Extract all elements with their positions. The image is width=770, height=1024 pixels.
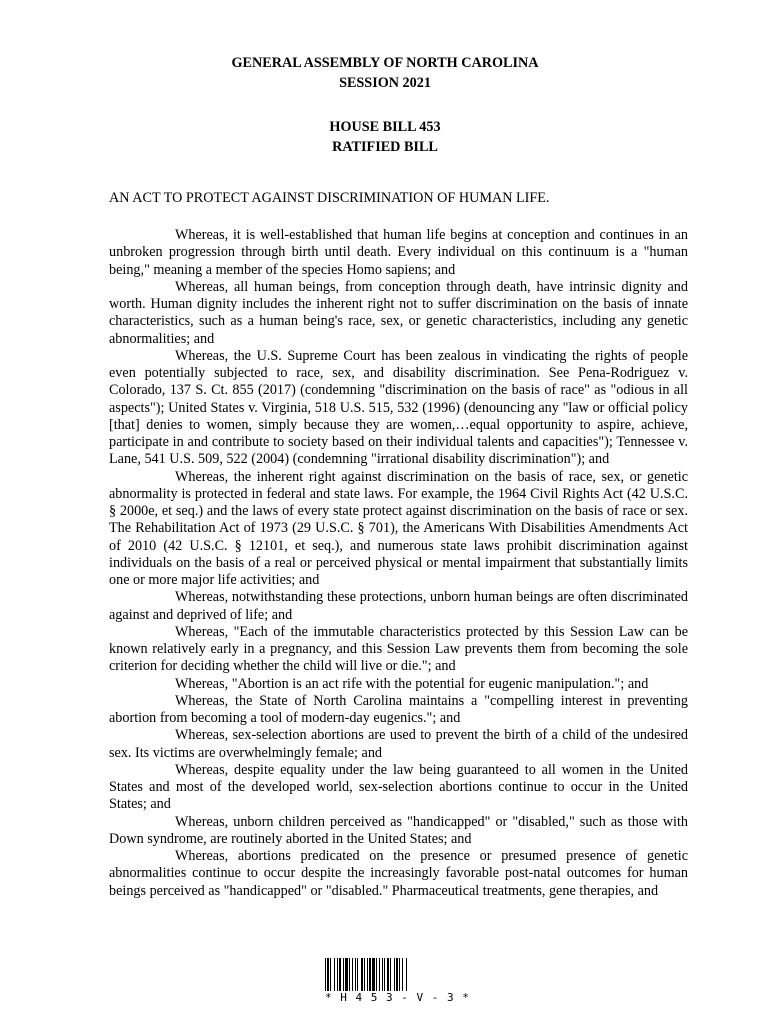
paragraph: Whereas, sex-selection abortions are used to prevent the birth of a child of the undesired sex. Its victims are overwhelmingly female; and <box>109 727 688 761</box>
paragraph: Whereas, the inherent right against discrimination on the basis of race, sex, or genetic abnormality is protected in federal and state laws. For example, the 1964 Civil Rights Act (42 U.S.C. § 2000e, et seq.) and the laws of every state protect against discrimination on the basis of race or sex. The Rehabilitation Act of 1973 (29 U.S.C. § 701), the Americans With Disabilities Amendments Act of 2010 (42 U.S.C. § 12101, et seq.), and numerous state laws prohibit discrimination against individuals on the basis of a real or perceived physical or mental impairment that substantially limits one or more major life activities; and <box>109 468 688 588</box>
bill-header <box>0 117 770 157</box>
paragraph: Whereas, despite equality under the law being guaranteed to all women in the United States and most of the developed world, sex-selection abortions continue to occur in the United States; and <box>109 761 688 813</box>
paragraph: Whereas, "Abortion is an act rife with the potential for eugenic manipulation."; and <box>175 675 649 692</box>
assembly-title: GENERAL ASSEMBLY OF NORTH CAROLINA <box>231 55 539 71</box>
act-title: AN ACT TO PROTECT AGAINST DISCRIMINATION OF HUMAN LIFE. <box>109 190 550 206</box>
barcode-text: * H 4 5 3 - V - 3 * <box>325 991 470 1004</box>
bill-status: RATIFIED BILL <box>332 139 438 155</box>
session-label: SESSION 2021 <box>339 75 431 91</box>
bill-number: HOUSE BILL 453 <box>329 119 441 135</box>
paragraph: Whereas, all human beings, from conception through death, have intrinsic dignity and worth. Human dignity includes the inherent right not to suffer discrimination on the basis of innate characteristics, such as a human being's race, sex, or genetic characteristics, including any genetic abnormalities; and <box>109 278 688 347</box>
bill-body <box>109 227 688 900</box>
document-header <box>0 53 770 93</box>
paragraph: Whereas, the U.S. Supreme Court has been zealous in vindicating the rights of people even potentially subjected to race, sex, and disability discrimination. See Pena-Rodriguez v. Colorado, 137 S. Ct. 855 (2017) (condemning "discrimination on the basis of race" as "odious in all aspects"); United States v. Virginia, 518 U.S. 515, 532 (1996) (denouncing any "law or official policy [that] denies to women, simply because they are women,…equal opportunity to aspire, achieve, participate in and contribute to society based on their individual talents and capacities"); Tennessee v. Lane, 541 U.S. 509, 522 (2004) (condemning "irrational disability discrimination"); and <box>109 347 688 468</box>
paragraph: Whereas, unborn children perceived as "handicapped" or "disabled," such as those with Down syndrome, are routinely aborted in the United States; and <box>109 813 688 847</box>
paragraph: Whereas, it is well-established that human life begins at conception and continues in an unbroken progression through birth until death. Every individual on this continuum is a "human being," meaning a member of the species Homo sapiens; and <box>109 227 688 278</box>
paragraph: Whereas, abortions predicated on the presence or presumed presence of genetic abnormalities continue to occur despite the increasingly favorable post-natal outcomes for human beings perceived as "handicapped" or "disabled." Pharmaceutical treatments, gene therapies, and <box>109 848 688 899</box>
paragraph: Whereas, "Each of the immutable characteristics protected by this Session Law can be known relatively early in a pregnancy, and this Session Law prevents them from becoming the sole criterion for deciding whether the child will live or die."; and <box>109 623 688 675</box>
paragraph: Whereas, notwithstanding these protections, unborn human beings are often discriminated against and deprived of life; and <box>109 589 688 623</box>
paragraph: Whereas, the State of North Carolina maintains a "compelling interest in preventing abortion from becoming a tool of modern-day eugenics."; and <box>109 692 688 726</box>
barcode-icon <box>325 958 441 991</box>
